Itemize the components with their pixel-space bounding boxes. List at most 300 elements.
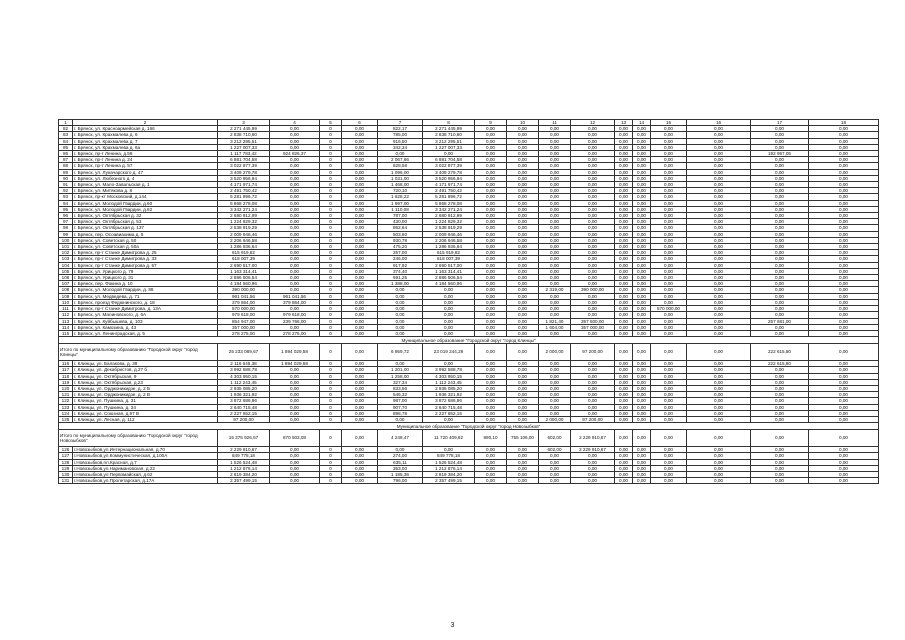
row-number: 124 bbox=[59, 410, 73, 416]
table-cell: 0 bbox=[320, 244, 342, 250]
table-cell: 0 bbox=[320, 324, 342, 330]
table-cell: 0,00 bbox=[687, 287, 751, 293]
column-header: 14 bbox=[633, 120, 651, 126]
table-cell: 2 000,00 bbox=[539, 416, 571, 422]
table-cell: 0,00 bbox=[342, 200, 378, 206]
table-cell: 0,00 bbox=[687, 410, 751, 416]
table-cell: 0,00 bbox=[571, 244, 615, 250]
row-number: 87 bbox=[59, 157, 73, 163]
table-cell: 0,00 bbox=[475, 312, 507, 318]
address-cell: г. Брянск, ул. Октябрьская д. 32 bbox=[73, 213, 218, 219]
table-cell: 0,00 bbox=[651, 225, 687, 231]
table-cell: 0,00 bbox=[751, 237, 809, 243]
table-cell: 0,00 bbox=[342, 373, 378, 379]
table-cell: 0,00 bbox=[751, 250, 809, 256]
table-cell: 0,00 bbox=[615, 478, 633, 484]
column-header: 1 bbox=[59, 120, 73, 126]
table-cell: 0,00 bbox=[475, 287, 507, 293]
table-cell: 0,00 bbox=[507, 385, 539, 391]
table-cell: 2 690 517,00 bbox=[423, 262, 475, 268]
table-cell: 0,00 bbox=[687, 344, 751, 361]
table-cell: 0,00 bbox=[475, 404, 507, 410]
table-cell: 0,00 bbox=[507, 225, 539, 231]
table-cell: 0,00 bbox=[475, 157, 507, 163]
table-cell: 0,00 bbox=[687, 465, 751, 471]
table-cell: 0,00 bbox=[475, 182, 507, 188]
table-cell: 1 936 321,92 bbox=[423, 392, 475, 398]
table-cell: 5 281 896,72 bbox=[423, 194, 475, 200]
table-cell: 0,00 bbox=[687, 385, 751, 391]
table-cell: 0,00 bbox=[475, 175, 507, 181]
table-cell: 0 bbox=[320, 268, 342, 274]
table-cell: 0,00 bbox=[809, 281, 879, 287]
table-cell: 1 604,00 bbox=[539, 324, 571, 330]
table-cell: 0,00 bbox=[651, 330, 687, 336]
table-cell: 0,00 bbox=[378, 151, 423, 157]
table-cell: 0,00 bbox=[633, 379, 651, 385]
table-cell: 4 248,47 bbox=[378, 430, 423, 447]
table-cell: 0,00 bbox=[539, 268, 571, 274]
table-cell: 0,00 bbox=[342, 416, 378, 422]
table-cell: 0,00 bbox=[751, 447, 809, 453]
table-cell: 0,00 bbox=[378, 330, 423, 336]
address-cell: г. Брянск, ул. Медведева, д. 71 bbox=[73, 293, 218, 299]
table-cell: 0,00 bbox=[809, 200, 879, 206]
table-cell: 5 868 278,08 bbox=[218, 200, 270, 206]
table-cell: 0,00 bbox=[615, 404, 633, 410]
table-cell: 0,00 bbox=[507, 293, 539, 299]
table-cell: 0,00 bbox=[687, 306, 751, 312]
table-cell: 0,00 bbox=[633, 188, 651, 194]
table-cell: 0,00 bbox=[751, 410, 809, 416]
table-cell: 0,00 bbox=[342, 318, 378, 324]
table-cell: 0,00 bbox=[687, 324, 751, 330]
table-cell: 546,32 bbox=[378, 392, 423, 398]
table-cell: 0,00 bbox=[539, 256, 571, 262]
table-cell: 0,00 bbox=[342, 293, 378, 299]
table-cell: 0,00 bbox=[615, 344, 633, 361]
table-cell: 0,00 bbox=[809, 188, 879, 194]
table-cell: 0,00 bbox=[633, 453, 651, 459]
table-cell: 828,58 bbox=[378, 163, 423, 169]
table-cell: 0,00 bbox=[633, 138, 651, 144]
address-cell: г. Брянск, пер. Фокина д. 10 bbox=[73, 281, 218, 287]
table-cell: 0,00 bbox=[270, 194, 320, 200]
row-number: 101 bbox=[59, 244, 73, 250]
table-cell: 4 184 560,96 bbox=[218, 281, 270, 287]
table-cell: 0,00 bbox=[809, 410, 879, 416]
table-cell: 0 bbox=[320, 344, 342, 361]
table-cell: 0,00 bbox=[651, 206, 687, 212]
table-cell: 0,00 bbox=[507, 138, 539, 144]
table-cell: 0,00 bbox=[651, 299, 687, 305]
table-cell: 0,00 bbox=[615, 275, 633, 281]
table-cell: 0,00 bbox=[378, 293, 423, 299]
table-cell: 0,00 bbox=[615, 268, 633, 274]
table-cell: 822,17 bbox=[378, 126, 423, 132]
table-cell: 0,00 bbox=[615, 410, 633, 416]
table-cell: 570 000,00 bbox=[651, 306, 687, 312]
table-cell: 0,00 bbox=[809, 219, 879, 225]
address-cell: г. Брянск, пр-т Ленина д. 24 bbox=[73, 157, 218, 163]
table-cell: 0,00 bbox=[475, 367, 507, 373]
table-cell: 0,00 bbox=[378, 318, 423, 324]
table-cell: 0,00 bbox=[507, 478, 539, 484]
table-cell: 0,00 bbox=[507, 330, 539, 336]
table-cell: 0,00 bbox=[342, 126, 378, 132]
table-cell: 0,00 bbox=[378, 416, 423, 422]
table-cell: 342,34 bbox=[378, 144, 423, 150]
table-cell: 257,00 bbox=[378, 250, 423, 256]
table-cell: 0,00 bbox=[651, 361, 687, 367]
row-number: 127 bbox=[59, 453, 73, 459]
table-cell: 0,00 bbox=[571, 293, 615, 299]
table-cell: 0,00 bbox=[809, 132, 879, 138]
table-cell: 0,00 bbox=[751, 157, 809, 163]
table-cell: 0,00 bbox=[475, 373, 507, 379]
table-cell: 0,00 bbox=[571, 262, 615, 268]
table-cell: 0,00 bbox=[423, 312, 475, 318]
table-cell: 0,00 bbox=[507, 471, 539, 477]
table-cell: 0,00 bbox=[615, 453, 633, 459]
table-cell: 0,00 bbox=[809, 225, 879, 231]
table-cell: 0,00 bbox=[270, 416, 320, 422]
table-cell: 0,00 bbox=[615, 287, 633, 293]
table-cell: 0,00 bbox=[751, 459, 809, 465]
table-cell: 0,00 bbox=[651, 373, 687, 379]
table-cell: 0,00 bbox=[378, 287, 423, 293]
table-cell: 0,00 bbox=[651, 385, 687, 391]
table-cell: 0,00 bbox=[507, 250, 539, 256]
table-cell: 0,00 bbox=[615, 250, 633, 256]
table-cell: 1 468,00 bbox=[378, 182, 423, 188]
table-cell: 0,00 bbox=[687, 268, 751, 274]
table-cell: 3 520 956,94 bbox=[218, 175, 270, 181]
table-cell: 0,00 bbox=[751, 200, 809, 206]
table-cell: 0,00 bbox=[571, 144, 615, 150]
table-cell: 0,00 bbox=[270, 453, 320, 459]
table-cell: 0,00 bbox=[633, 465, 651, 471]
table-cell: 0,00 bbox=[651, 287, 687, 293]
row-number: 125 bbox=[59, 416, 73, 422]
table-cell: 0,00 bbox=[633, 144, 651, 150]
table-cell: 1 286 936,64 bbox=[423, 244, 475, 250]
table-cell: 1 286 936,64 bbox=[218, 244, 270, 250]
table-cell: 2 009 946,46 bbox=[423, 231, 475, 237]
table-cell: 3 520 956,94 bbox=[423, 175, 475, 181]
row-number: 86 bbox=[59, 151, 73, 157]
table-cell: 0,00 bbox=[571, 138, 615, 144]
table-cell: 618 007,39 bbox=[218, 256, 270, 262]
table-cell: 357 500,00 bbox=[571, 318, 615, 324]
row-number: 114 bbox=[59, 324, 73, 330]
address-cell: г. Брянск, ул. Урицкого д. 31 bbox=[73, 275, 218, 281]
table-cell: 3 022 877,39 bbox=[423, 163, 475, 169]
table-cell: 0 bbox=[320, 330, 342, 336]
table-cell: 0,00 bbox=[809, 361, 879, 367]
table-cell: 0,00 bbox=[270, 256, 320, 262]
row-number: 110 bbox=[59, 299, 73, 305]
table-cell: 0 bbox=[320, 281, 342, 287]
table-cell: 0 bbox=[320, 169, 342, 175]
table-cell: 0,00 bbox=[687, 392, 751, 398]
table-cell: 0,00 bbox=[270, 250, 320, 256]
row-number: 104 bbox=[59, 262, 73, 268]
table-cell: 0,00 bbox=[507, 188, 539, 194]
table-cell: 0 bbox=[320, 213, 342, 219]
address-cell: г. Брянск, ул. Камозина, д. 43 bbox=[73, 324, 218, 330]
table-cell: 97 200,00 bbox=[571, 344, 615, 361]
table-cell: 430,00 bbox=[378, 219, 423, 225]
table-cell: 0,00 bbox=[475, 392, 507, 398]
table-cell: 3 872 686,96 bbox=[423, 398, 475, 404]
table-cell: 0,00 bbox=[270, 219, 320, 225]
table-cell: 0,00 bbox=[751, 478, 809, 484]
table-cell: 5 868 278,08 bbox=[423, 200, 475, 206]
table-cell: 0,00 bbox=[270, 478, 320, 484]
table-cell: 0,00 bbox=[633, 219, 651, 225]
table-cell: 0,00 bbox=[809, 163, 879, 169]
table-cell: 0,00 bbox=[571, 169, 615, 175]
table-cell: 2 690 517,00 bbox=[218, 262, 270, 268]
table-cell: 0,00 bbox=[270, 132, 320, 138]
table-cell: 0,00 bbox=[651, 194, 687, 200]
table-cell: 0,00 bbox=[539, 157, 571, 163]
table-cell: 0,00 bbox=[342, 478, 378, 484]
table-cell: 691,25 bbox=[378, 275, 423, 281]
table-cell: 0,00 bbox=[751, 268, 809, 274]
table-cell: 0,00 bbox=[507, 182, 539, 188]
section-row bbox=[59, 423, 879, 430]
address-cell: г. Брянск, ул. Ленинградская, д. 5 bbox=[73, 330, 218, 336]
table-cell: 1 031,00 bbox=[378, 175, 423, 181]
table-cell: 0,00 bbox=[507, 404, 539, 410]
table-cell: 0,00 bbox=[342, 157, 378, 163]
table-cell: 0 bbox=[320, 256, 342, 262]
table-cell: 2 319,00 bbox=[539, 287, 571, 293]
address-cell: г. Брянск, пр-кт Московский, д.144 bbox=[73, 194, 218, 200]
table-cell: 0,00 bbox=[342, 312, 378, 318]
table-cell: 2 229 910,67 bbox=[218, 447, 270, 453]
row-number: 121 bbox=[59, 392, 73, 398]
table-cell: 0,00 bbox=[475, 163, 507, 169]
table-cell: 0,00 bbox=[342, 471, 378, 477]
table-cell: 0 bbox=[320, 318, 342, 324]
row-number: 100 bbox=[59, 237, 73, 243]
table-cell: 0,00 bbox=[615, 379, 633, 385]
address-cell: г. Клинцы, ул. Союзная, д.97 В bbox=[73, 410, 218, 416]
table-cell: 0,00 bbox=[687, 219, 751, 225]
table-cell: 0,00 bbox=[751, 163, 809, 169]
table-cell: 222 615,80 bbox=[751, 361, 809, 367]
column-header: 15 bbox=[651, 120, 687, 126]
table-cell: 0,00 bbox=[615, 416, 633, 422]
table-cell: 0,00 bbox=[809, 430, 879, 447]
table-cell: 0,00 bbox=[539, 367, 571, 373]
table-cell: 0,00 bbox=[475, 262, 507, 268]
table-cell: 990,10 bbox=[475, 430, 507, 447]
table-cell: 0,00 bbox=[423, 447, 475, 453]
table-cell: 0,00 bbox=[751, 188, 809, 194]
table-cell: 0,00 bbox=[809, 306, 879, 312]
table-cell: 0,00 bbox=[751, 471, 809, 477]
table-cell: 2 229 910,67 bbox=[571, 447, 615, 453]
table-cell: 0,00 bbox=[651, 478, 687, 484]
address-cell: г. Брянск, ул. Молодой Гвардии, д. 88 bbox=[73, 287, 218, 293]
table-cell: 0 bbox=[320, 175, 342, 181]
table-cell: 0,00 bbox=[423, 287, 475, 293]
table-cell: 0,00 bbox=[539, 188, 571, 194]
table-cell: 0,00 bbox=[571, 151, 615, 157]
table-cell: 0,00 bbox=[342, 151, 378, 157]
table-cell: 274,00 bbox=[378, 453, 423, 459]
table-cell: 25 233 089,67 bbox=[218, 344, 270, 361]
table-cell: 0,00 bbox=[633, 157, 651, 163]
table-cell: 0,00 bbox=[633, 344, 651, 361]
table-cell: 192 957,05 bbox=[751, 151, 809, 157]
table-cell: 0,00 bbox=[539, 404, 571, 410]
table-cell: 0,00 bbox=[571, 256, 615, 262]
table-cell: 2 357 499,15 bbox=[218, 478, 270, 484]
table-cell: 0,00 bbox=[809, 453, 879, 459]
table-cell: 1 997,00 bbox=[378, 200, 423, 206]
table-cell: 0,00 bbox=[475, 459, 507, 465]
table-cell: 0,00 bbox=[423, 330, 475, 336]
register-table bbox=[58, 119, 879, 484]
table-cell: 0,00 bbox=[507, 163, 539, 169]
table-cell: 0,00 bbox=[270, 163, 320, 169]
table-cell: 0,00 bbox=[571, 306, 615, 312]
table-cell: 357 000,00 bbox=[571, 324, 615, 330]
table-cell: 0 bbox=[320, 138, 342, 144]
table-cell: 0,00 bbox=[651, 151, 687, 157]
table-cell: 0,00 bbox=[687, 132, 751, 138]
table-cell: 0,00 bbox=[507, 144, 539, 150]
table-cell: 0,00 bbox=[475, 237, 507, 243]
table-cell: 3 992 588,78 bbox=[218, 367, 270, 373]
table-cell: 353,00 bbox=[378, 465, 423, 471]
table-cell: 0,00 bbox=[615, 157, 633, 163]
table-cell: 0,00 bbox=[751, 126, 809, 132]
table-cell: 0,00 bbox=[539, 385, 571, 391]
table-cell: 2 680 912,99 bbox=[218, 213, 270, 219]
table-cell: 0,00 bbox=[687, 126, 751, 132]
table-cell: 0 bbox=[320, 287, 342, 293]
table-cell: 0,00 bbox=[475, 206, 507, 212]
table-cell: 0,00 bbox=[687, 194, 751, 200]
table-cell: 0,00 bbox=[507, 379, 539, 385]
table-cell: 0 bbox=[320, 293, 342, 299]
row-number: 129 bbox=[59, 465, 73, 471]
table-cell: 1 201,00 bbox=[378, 367, 423, 373]
table-cell: 0,00 bbox=[615, 392, 633, 398]
table-cell: 907,70 bbox=[378, 404, 423, 410]
table-cell: 755 106,00 bbox=[507, 430, 539, 447]
table-cell: 0,00 bbox=[475, 275, 507, 281]
table-cell: 0,00 bbox=[475, 250, 507, 256]
table-cell: 0,00 bbox=[615, 126, 633, 132]
row-number: 102 bbox=[59, 250, 73, 256]
table-cell: 0 bbox=[320, 151, 342, 157]
table-cell: 0,00 bbox=[615, 471, 633, 477]
table-cell: 1 388,00 bbox=[378, 281, 423, 287]
table-cell: 0,00 bbox=[342, 132, 378, 138]
table-cell: 0,00 bbox=[342, 244, 378, 250]
table-cell: 0,00 bbox=[651, 465, 687, 471]
table-cell: 0,00 bbox=[571, 132, 615, 138]
table-cell: 0,00 bbox=[751, 169, 809, 175]
table-cell: 0,00 bbox=[571, 385, 615, 391]
table-cell: 0,00 bbox=[539, 151, 571, 157]
table-cell: 11 720 409,82 bbox=[423, 430, 475, 447]
table-cell: 0,00 bbox=[507, 465, 539, 471]
table-cell: 0,00 bbox=[571, 299, 615, 305]
row-number: 116 bbox=[59, 361, 73, 367]
table-cell: 1 117 783,42 bbox=[218, 151, 270, 157]
table-cell: 0,00 bbox=[270, 213, 320, 219]
table-cell: 0,00 bbox=[571, 361, 615, 367]
table-cell: 0,00 bbox=[270, 157, 320, 163]
table-cell: 0,00 bbox=[615, 200, 633, 206]
table-cell: 0,00 bbox=[651, 144, 687, 150]
table-cell: 0,00 bbox=[539, 392, 571, 398]
column-header: 17 bbox=[751, 120, 809, 126]
table-cell: 0,00 bbox=[571, 312, 615, 318]
table-cell: 0,00 bbox=[423, 318, 475, 324]
table-cell: 0,00 bbox=[507, 410, 539, 416]
table-cell: 0,00 bbox=[571, 398, 615, 404]
table-cell: 1 526 524,48 bbox=[218, 459, 270, 465]
table-cell: 0,00 bbox=[615, 318, 633, 324]
table-cell: 0,00 bbox=[615, 213, 633, 219]
table-cell: 0,00 bbox=[475, 219, 507, 225]
table-cell: 0,00 bbox=[342, 182, 378, 188]
table-cell: 0,00 bbox=[539, 244, 571, 250]
table-cell: 0,00 bbox=[809, 194, 879, 200]
table-cell: 0,00 bbox=[539, 459, 571, 465]
table-cell: 0,00 bbox=[475, 344, 507, 361]
table-cell: 0,00 bbox=[751, 231, 809, 237]
table-cell: 0,00 bbox=[539, 373, 571, 379]
row-number: 96 bbox=[59, 213, 73, 219]
table-cell: 0,00 bbox=[507, 398, 539, 404]
table-cell: 0 bbox=[320, 250, 342, 256]
table-cell: 0 bbox=[320, 367, 342, 373]
table-cell: 0,00 bbox=[651, 138, 687, 144]
table-cell: 0,00 bbox=[378, 447, 423, 453]
table-cell: 0,00 bbox=[633, 194, 651, 200]
table-cell: 0,00 bbox=[270, 144, 320, 150]
table-cell: 0,00 bbox=[342, 144, 378, 150]
table-cell: 854 947,00 bbox=[218, 318, 270, 324]
row-number: 128 bbox=[59, 459, 73, 465]
table-cell: 0,00 bbox=[687, 312, 751, 318]
table-cell: 0,00 bbox=[342, 268, 378, 274]
table-cell: 0,00 bbox=[633, 430, 651, 447]
table-cell: 239 766,00 bbox=[270, 318, 320, 324]
table-cell: 0,00 bbox=[571, 392, 615, 398]
table-cell: 0,00 bbox=[809, 175, 879, 181]
table-cell: 0,00 bbox=[633, 299, 651, 305]
table-cell: 0,00 bbox=[571, 237, 615, 243]
table-cell: 0,00 bbox=[751, 262, 809, 268]
table-cell: 0,00 bbox=[687, 237, 751, 243]
table-cell: 0,00 bbox=[342, 281, 378, 287]
table-cell: 2 935 085,20 bbox=[218, 385, 270, 391]
table-cell: 0,00 bbox=[270, 138, 320, 144]
table-cell: 0,00 bbox=[475, 447, 507, 453]
table-cell: 0,00 bbox=[475, 126, 507, 132]
